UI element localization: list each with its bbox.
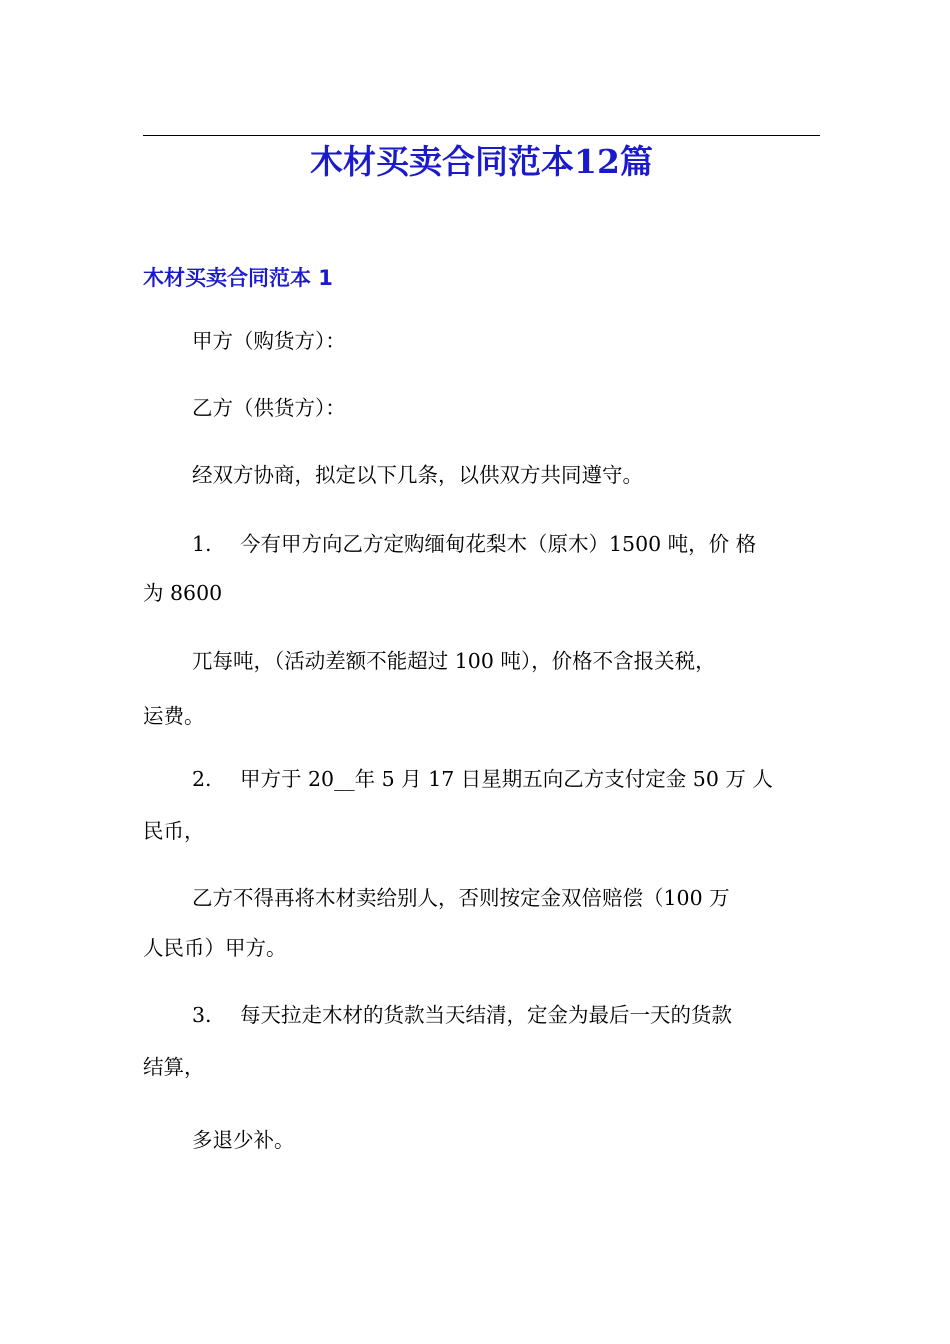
item-2-para2-line-2: 人民币）甲方。 bbox=[143, 936, 287, 960]
item-1-para2-line-1: 兀每吨，（活动差额不能超过 100 吨），价格不含报关税， bbox=[192, 649, 716, 673]
item-3-line-1: 每天拉走木材的货款当天结清，定金为最后一天的货款 bbox=[240, 1003, 732, 1027]
item-3-para2-line-1: 多退少补。 bbox=[192, 1128, 295, 1152]
preamble-paragraph: 经双方协商，拟定以下几条，以供双方共同遵守。 bbox=[192, 463, 643, 487]
item-3-number: 3. bbox=[192, 1003, 212, 1027]
section-heading: 木材买卖合同范本 1 bbox=[143, 266, 333, 290]
item-2-number: 2. bbox=[192, 767, 212, 791]
item-1-line-2: 为 8600 bbox=[143, 581, 223, 605]
item-3-line-2: 结算， bbox=[143, 1055, 205, 1079]
item-2-para2-line-1: 乙方不得再将木材卖给别人，否则按定金双倍赔偿（100 万 bbox=[192, 886, 730, 910]
item-1-number: 1. bbox=[192, 532, 212, 556]
header-rule bbox=[143, 135, 820, 136]
party-b-line: 乙方（供货方）： bbox=[192, 396, 346, 420]
document-title: 木材买卖合同范本12篇 bbox=[310, 142, 653, 181]
item-1-line-1: 今有甲方向乙方定购缅甸花梨木（原木）1500 吨，价 格 bbox=[240, 532, 757, 556]
item-2-line-1: 甲方于 20__年 5 月 17 日星期五向乙方支付定金 50 万 人 bbox=[240, 767, 773, 791]
item-1-para2-line-2: 运费。 bbox=[143, 704, 205, 728]
party-a-line: 甲方（购货方）： bbox=[192, 329, 346, 353]
item-2-line-2: 民币， bbox=[143, 819, 205, 843]
